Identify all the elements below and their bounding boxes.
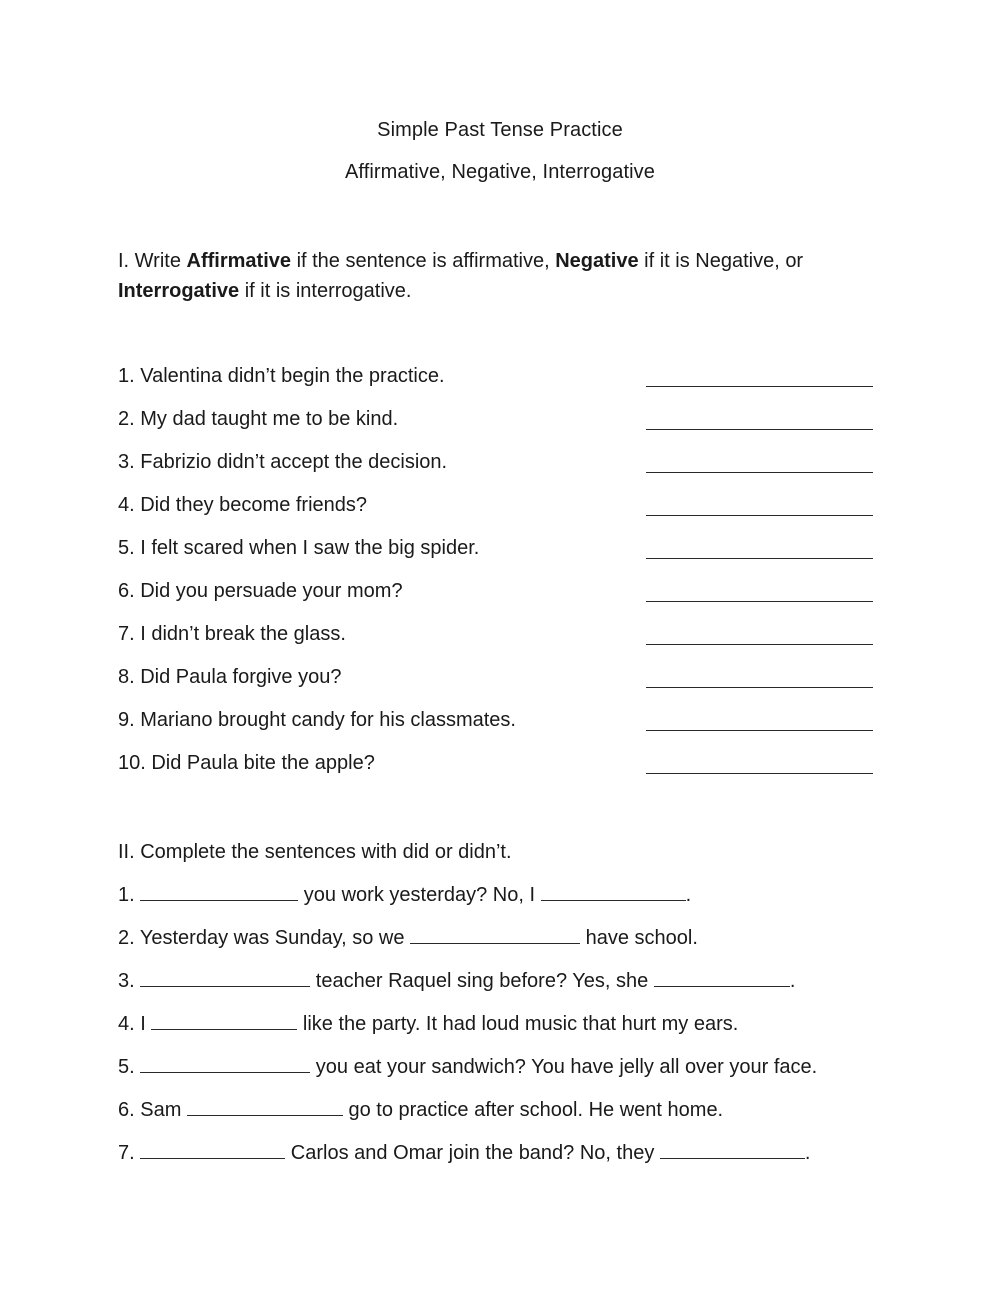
fill-blank[interactable] <box>140 1140 285 1159</box>
answer-line-4[interactable] <box>646 515 873 516</box>
fill-blank[interactable] <box>140 882 298 901</box>
answer-line-2[interactable] <box>646 429 873 430</box>
part2-item-5: 5. you eat your sandwich? You have jelly all over your face. <box>118 1056 818 1078</box>
part2-item-1: 1. you work yesterday? No, I . <box>118 884 692 906</box>
part2-item-7: 7. Carlos and Omar join the band? No, they . <box>118 1142 811 1164</box>
answer-line-3[interactable] <box>646 472 873 473</box>
part1-item-6: 6. Did you persuade your mom? <box>118 580 403 602</box>
part1-item-3: 3. Fabrizio didn’t accept the decision. <box>118 451 448 473</box>
part1-item-10: 10. Did Paula bite the apple? <box>118 752 375 774</box>
fill-blank[interactable] <box>660 1140 805 1159</box>
part1-item-8: 8. Did Paula forgive you? <box>118 666 342 688</box>
fill-blank[interactable] <box>410 925 580 944</box>
part2-item-6: 6. Sam go to practice after school. He went home. <box>118 1099 724 1121</box>
fill-blank[interactable] <box>654 968 790 987</box>
fill-blank[interactable] <box>187 1097 343 1116</box>
part2-instructions: II. Complete the sentences with did or didn’t. <box>118 841 512 863</box>
fill-blank[interactable] <box>140 968 310 987</box>
fill-blank[interactable] <box>541 882 686 901</box>
part2-item-2: 2. Yesterday was Sunday, so we have school. <box>118 927 698 949</box>
answer-line-9[interactable] <box>646 730 873 731</box>
answer-line-6[interactable] <box>646 601 873 602</box>
part1-instructions: I. Write Affirmative if the sentence is affirmative, Negative if it is Negative, or Interrogative if it is interrogative. <box>118 250 804 302</box>
answer-line-1[interactable] <box>646 386 873 387</box>
worksheet-subtitle: Affirmative, Negative, Interrogative <box>344 161 656 183</box>
answer-line-8[interactable] <box>646 687 873 688</box>
answer-line-7[interactable] <box>646 644 873 645</box>
part1-item-1: 1. Valentina didn’t begin the practice. <box>118 365 445 387</box>
part1-item-4: 4. Did they become friends? <box>118 494 368 516</box>
part2-item-3: 3. teacher Raquel sing before? Yes, she . <box>118 970 796 992</box>
part1-item-5: 5. I felt scared when I saw the big spider. <box>118 537 480 559</box>
part1-item-9: 9. Mariano brought candy for his classmates. <box>118 709 516 731</box>
answer-line-5[interactable] <box>646 558 873 559</box>
part1-item-7: 7. I didn’t break the glass. <box>118 623 346 645</box>
part2-item-4: 4. I like the party. It had loud music that hurt my ears. <box>118 1013 739 1035</box>
fill-blank[interactable] <box>140 1054 310 1073</box>
fill-blank[interactable] <box>151 1011 297 1030</box>
worksheet-title: Simple Past Tense Practice <box>377 119 623 141</box>
answer-line-10[interactable] <box>646 773 873 774</box>
part1-item-2: 2. My dad taught me to be kind. <box>118 408 399 430</box>
